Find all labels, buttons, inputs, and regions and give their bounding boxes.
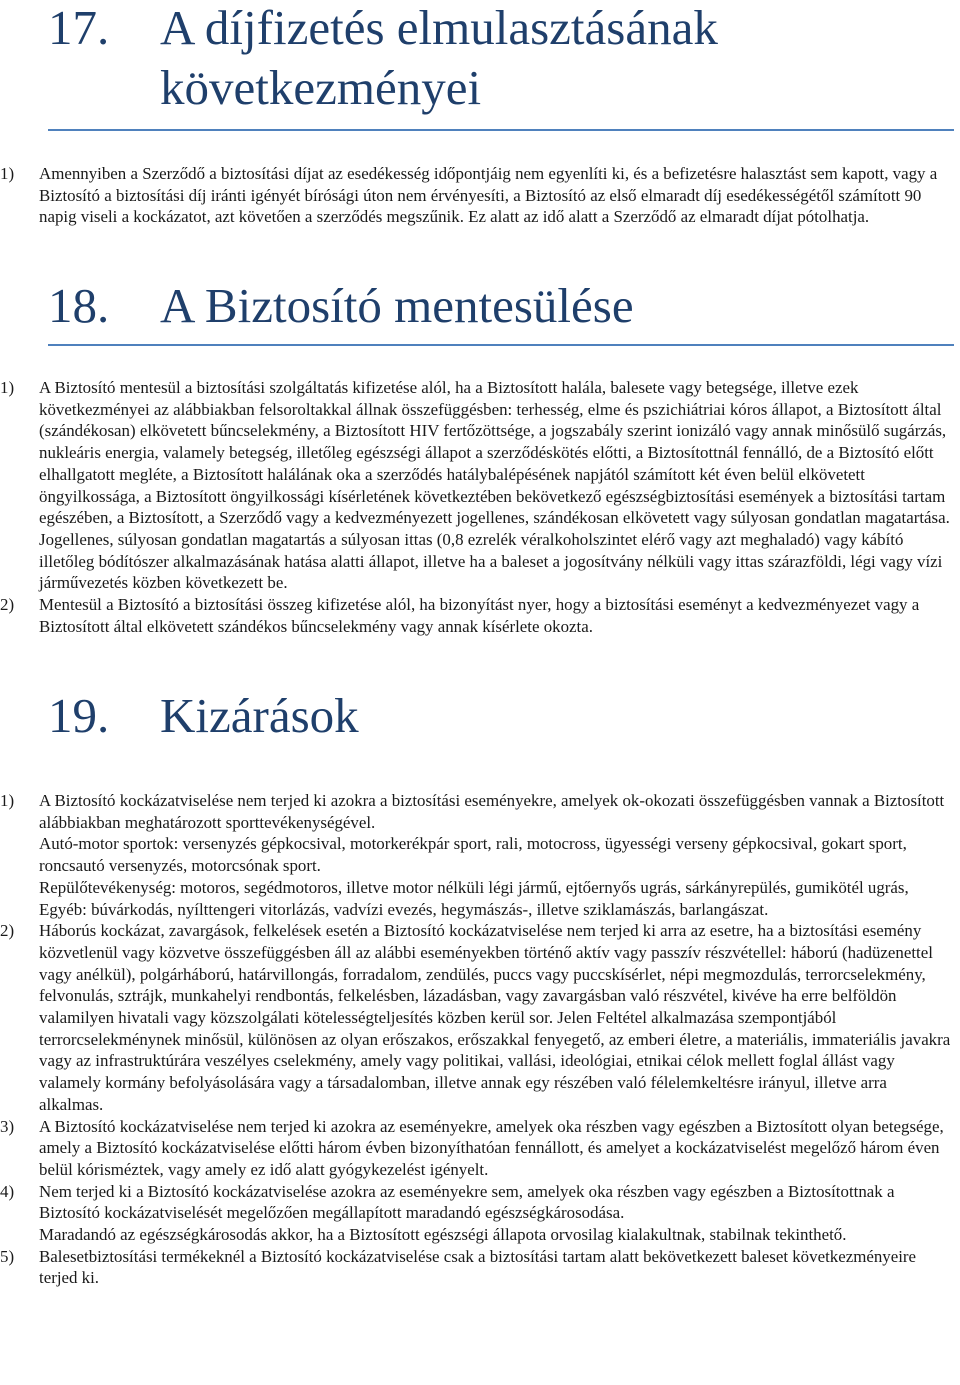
section-title: Kizárások xyxy=(160,688,359,743)
list-item xyxy=(0,1246,954,1289)
item-paragraph: Repülőtevékenység: motoros, segédmotoros, illetve motor nélküli légi jármű, ejtőernyős ugrás, sárkányrepülés, gumikötél ugrás, xyxy=(39,877,909,897)
list-item xyxy=(0,1181,954,1246)
section-number: 17. xyxy=(48,0,110,55)
item-label: 3) xyxy=(0,1116,15,1136)
section-17-heading xyxy=(48,0,940,119)
item-paragraph: Amennyiben a Szerződő a biztosítási díjat az esedékesség időpontjáig nem egyenlíti ki, és a befizetésre halasztást sem kapott, vagy a Biztosító a biztosítási díj iránti igényét bírósági úton nem érvényesíti, a Biztosító az első elmaradt díj esedékességétől számított 90 napig viseli a kockázatot, azt követően a szerződés megszűnik. Ez alatt az idő alatt a Szerződő az elmaradt díjat pótolhatja. xyxy=(39,164,938,227)
list-item xyxy=(0,1116,954,1181)
section-number: 19. xyxy=(48,688,110,743)
section-18-heading xyxy=(48,276,940,336)
item-label: 1) xyxy=(0,791,15,810)
item-label: 1) xyxy=(0,378,15,397)
list-item xyxy=(0,790,954,920)
section-19-heading xyxy=(48,686,940,746)
section-number: 18. xyxy=(48,278,110,333)
item-label: 4) xyxy=(0,1181,15,1201)
list-item xyxy=(0,920,954,1115)
section-title: A Biztosító mentesülése xyxy=(160,278,634,333)
list-item xyxy=(0,377,954,594)
item-paragraph: Mentesül a Biztosító a biztosítási összeg kifizetése alól, ha bizonyítást nyer, hogy a biztosítási eseményt a kedvezményezet vagy a Biztosított által elkövetett szándékos bűncselekmény vagy annak kísérlete okozta. xyxy=(39,595,920,636)
item-paragraph: A Biztosító mentesül a biztosítási szolgáltatás kifizetése alól, ha a Biztosított halála, balesete vagy betegsége, illetve ezek következményei az alábbiakban felsoroltakkal állnak összefüggésben: terhesség, elme és pszichiátriai kóros állapot, a Biztosított által (szándékosan) elkövetett bűncselekmény, a Biztosított HIV fertőzöttsége, a jogszabály szerint ionizáló vagy annak minősülő sugárzás, nukleáris energia, valamely betegség, illetőleg egészségi állapot a szerződéskötés előtti, a Biztosítottnál fennálló, de a Biztosító előtt elhallgatott megléte, a Biztosított halálának oka a szerződés hatálybalépésének napjától számított két éven belül elkövetett öngyilkossága, a Biztosított öngyilkossági kísérletének következtében bekövetkező egészségbiztosítási események a biztosítási tartam egészében, a Biztosított, a Szerződő vagy a kedvezményezett jogellenes, szándékosan elkövetett vagy súlyosan gondatlan magatartása. Jogellenes, súlyosan gondatlan magatartás a súlyosan ittas (0,8 ezrelék véralkoholszintet elérő vagy azt meghaladó) vagy kábító illetőleg bódítószer alkalmazásának hatása alatti állapot, illetve ha a baleset a jogosítvány nélküli vagy ittas szárazföldi, légi vagy vízi járművezetés közben következett be. xyxy=(39,378,950,593)
item-label: 2) xyxy=(0,921,15,941)
section-17-body xyxy=(0,163,954,228)
item-paragraph: Autó-motor sportok: versenyzés gépkocsival, motorkerékpár sport, rali, motocross, ügyességi verseny gépkocsival, gokart sport, roncsautó versenyzés, motorcsónak sport. xyxy=(39,834,907,876)
item-label: 5) xyxy=(0,1246,15,1266)
item-label: 1) xyxy=(0,164,15,183)
section-18-body xyxy=(0,377,954,637)
item-paragraph: Háborús kockázat, zavargások, felkelések esetén a Biztosító kockázatviselése nem terjed ki arra az esetre, ha a biztosítási esemény közvetlenül vagy közvetve összefüggésben áll az alábbi eseményekben történő aktív vagy passzív részvétellel: háború (hadüzenettel vagy anélkül), polgárháború, határvillongás, forradalom, zendülés, puccs vagy puccskísérlet, népi megmozdulás, terrorcselekmény, felvonulás, sztrájk, munkahelyi rendbontás, felkelésben, lázadásban, vagy zavargásban való részvétel, kivéve ha erre belföldön valamilyen hivatali vagy közszolgálati kötelességteljesítés közben kerül sor. Jelen Feltétel alkalmazása szempontjából terrorcselekménynek minősül, különösen az olyan erőszakos, erőszakkal fenyegető, az emberi életre, a materiális, immateriális javakra vagy az infrastruktúrára veszélyes cselekmény, amely vagy politikai, vallási, ideológiai, etnikai célok mellett foglal állást vagy valamely kormány befolyásolására vagy a társadalomban, illetve annak egy részében való félelemkeltésre irányul, illetve arra alkalmas. xyxy=(39,921,951,1114)
item-paragraph: Egyéb: búvárkodás, nyílttengeri vitorlázás, vadvízi evezés, hegymászás-, illetve sziklamászás, barlangászat. xyxy=(39,899,769,919)
item-paragraph: A Biztosító kockázatviselése nem terjed ki azokra az eseményekre, amelyek oka részben vagy egészben a Biztosított olyan betegsége, amely a Biztosító kockázatviselése előtti három évben bizonyíthatóan fennállott, és amelyet a kockázatviselést megelőző három éven belül kórisméztek, vagy amely ez idő alatt gyógykezelést igényelt. xyxy=(39,1116,944,1179)
list-item xyxy=(0,594,954,637)
section-title: A díjfizetés elmulasztásának következményei xyxy=(160,0,718,116)
list-item xyxy=(0,163,954,228)
item-paragraph: A Biztosító kockázatviselése nem terjed ki azokra a biztosítási eseményekre, amelyek ok-okozati összefüggésben vannak a Biztosított alábbiakban meghatározott sporttevékenységével. xyxy=(39,791,945,832)
item-paragraph: Nem terjed ki a Biztosító kockázatviselése azokra az eseményekre sem, amelyek oka részben vagy egészben a Biztosítottnak a Biztosító kockázatviselését megelőzően megállapított maradandó egészségkárosodása. xyxy=(39,1181,895,1223)
item-paragraph: Balesetbiztosítási termékeknél a Biztosító kockázatviselése csak a biztosítási tartam alatt bekövetkezett baleset következményeire terjed ki. xyxy=(39,1246,917,1288)
item-paragraph: Maradandó az egészségkárosodás akkor, ha a Biztosított egészségi állapota orvosilag kialakultnak, stabilnak tekinthető. xyxy=(39,1225,847,1245)
section-divider xyxy=(48,129,954,131)
item-label: 2) xyxy=(0,595,15,615)
section-19-body xyxy=(0,790,954,1289)
section-divider xyxy=(48,344,954,346)
